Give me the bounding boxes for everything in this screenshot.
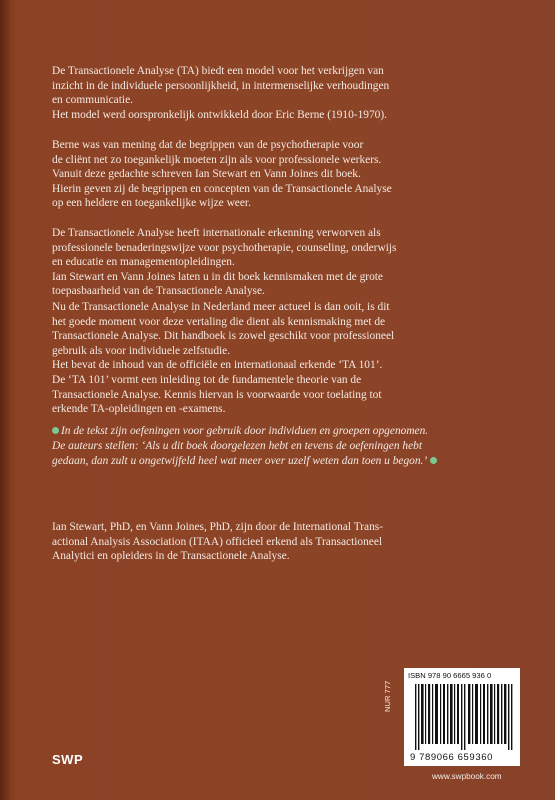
text-line: Analytici en opleiders in de Transactionele Analyse. [52,550,290,563]
text-line: Ian Stewart en Vann Joines laten u in dit boek kennismaken met de grote [52,270,383,283]
exercise-note [52,424,504,469]
paragraph-3 [52,226,504,299]
note-text: In de tekst zijn oefeningen voor gebruik door individuen en groepen opgenomen. [61,425,429,437]
text-line: de cliënt net zo toegankelijk moeten zijn als voor professionele werkers. [52,153,382,166]
barcode-icon [413,684,515,750]
note-line [52,454,504,469]
text-line: op een heldere en toegankelijke wijze weer. [52,197,251,210]
paragraph-4 [52,300,504,417]
note-line: De auteurs stellen: ‘Als u dit boek doorgelezen hebt en tevens de oefeningen hebt [52,440,422,452]
text-line: en educatie en managementopleidingen. [52,256,235,269]
green-bullet-icon [52,427,59,434]
spine-edge [0,0,10,800]
note-line [52,424,504,439]
text-line: inzicht in de individuele persoonlijkheid, in intermenselijke verhoudingen [52,79,390,92]
text-line: en communicatie. [52,94,133,107]
author-bio [52,520,504,564]
note-text: gedaan, dan zult u ongetwijfeld heel wat meer over uzelf weten dan toen u begon.’ [52,455,428,467]
text-line: Het bevat de inhoud van de officiële en internationaal erkende ‘TA 101’. [52,359,383,372]
text-line: Berne was van mening dat de begrippen van de psychotherapie voor [52,139,364,151]
text-line: Ian Stewart, PhD, en Vann Joines, PhD, zijn door de International Trans- [52,521,384,533]
text-line: Nu de Transactionele Analyse in Nederland meer actueel is dan ooit, is dit [52,301,390,313]
publisher-website: www.swpbook.com [432,772,502,781]
publisher-logo: SWP [52,752,84,767]
text-line: het goede moment voor deze vertaling die dient als kennismaking met de [52,315,386,328]
text-line: actional Analysis Association (ITAA) officieel erkend als Transactioneel [52,535,383,548]
text-line: Transactionele Analyse. Kennis hiervan is voorwaarde voor toelating tot [52,388,382,401]
isbn-label: ISBN 978 90 6665 936 0 [408,671,492,680]
text-line: Het model werd oorspronkelijk ontwikkeld door Eric Berne (1910-1970). [52,108,387,121]
text-line: Hierin geven zij de begrippen en concepten van de Transactionele Analyse [52,182,392,195]
green-bullet-icon [430,457,437,464]
barcode-number: 9 789066 659360 [410,752,493,763]
nur-code: NUR 777 [383,680,392,712]
text-line: De ‘TA 101’ vormt een inleiding tot de fundamentele theorie van de [52,373,362,386]
text-line: gebruik als voor individuele zelfstudie. [52,344,231,357]
text-line: Vanuit deze gedachte schreven Ian Stewart en Vann Joines dit boek. [52,168,361,181]
text-line: Transactionele Analyse. Dit handboek is zowel geschikt voor professioneel [52,330,395,343]
text-line: De Transactionele Analyse (TA) biedt een model voor het verkrijgen van [52,65,384,77]
text-line: professionele benaderingswijze voor psychotherapie, counseling, onderwijs [52,241,397,254]
text-line: toepasbaarheid van de Transactionele Analyse. [52,285,265,298]
text-line: De Transactionele Analyse heeft internationale erkenning verworven als [52,227,381,239]
paragraph-1 [52,64,504,122]
text-line: erkende TA-opleidingen en -examens. [52,403,226,416]
paragraph-2 [52,138,504,211]
